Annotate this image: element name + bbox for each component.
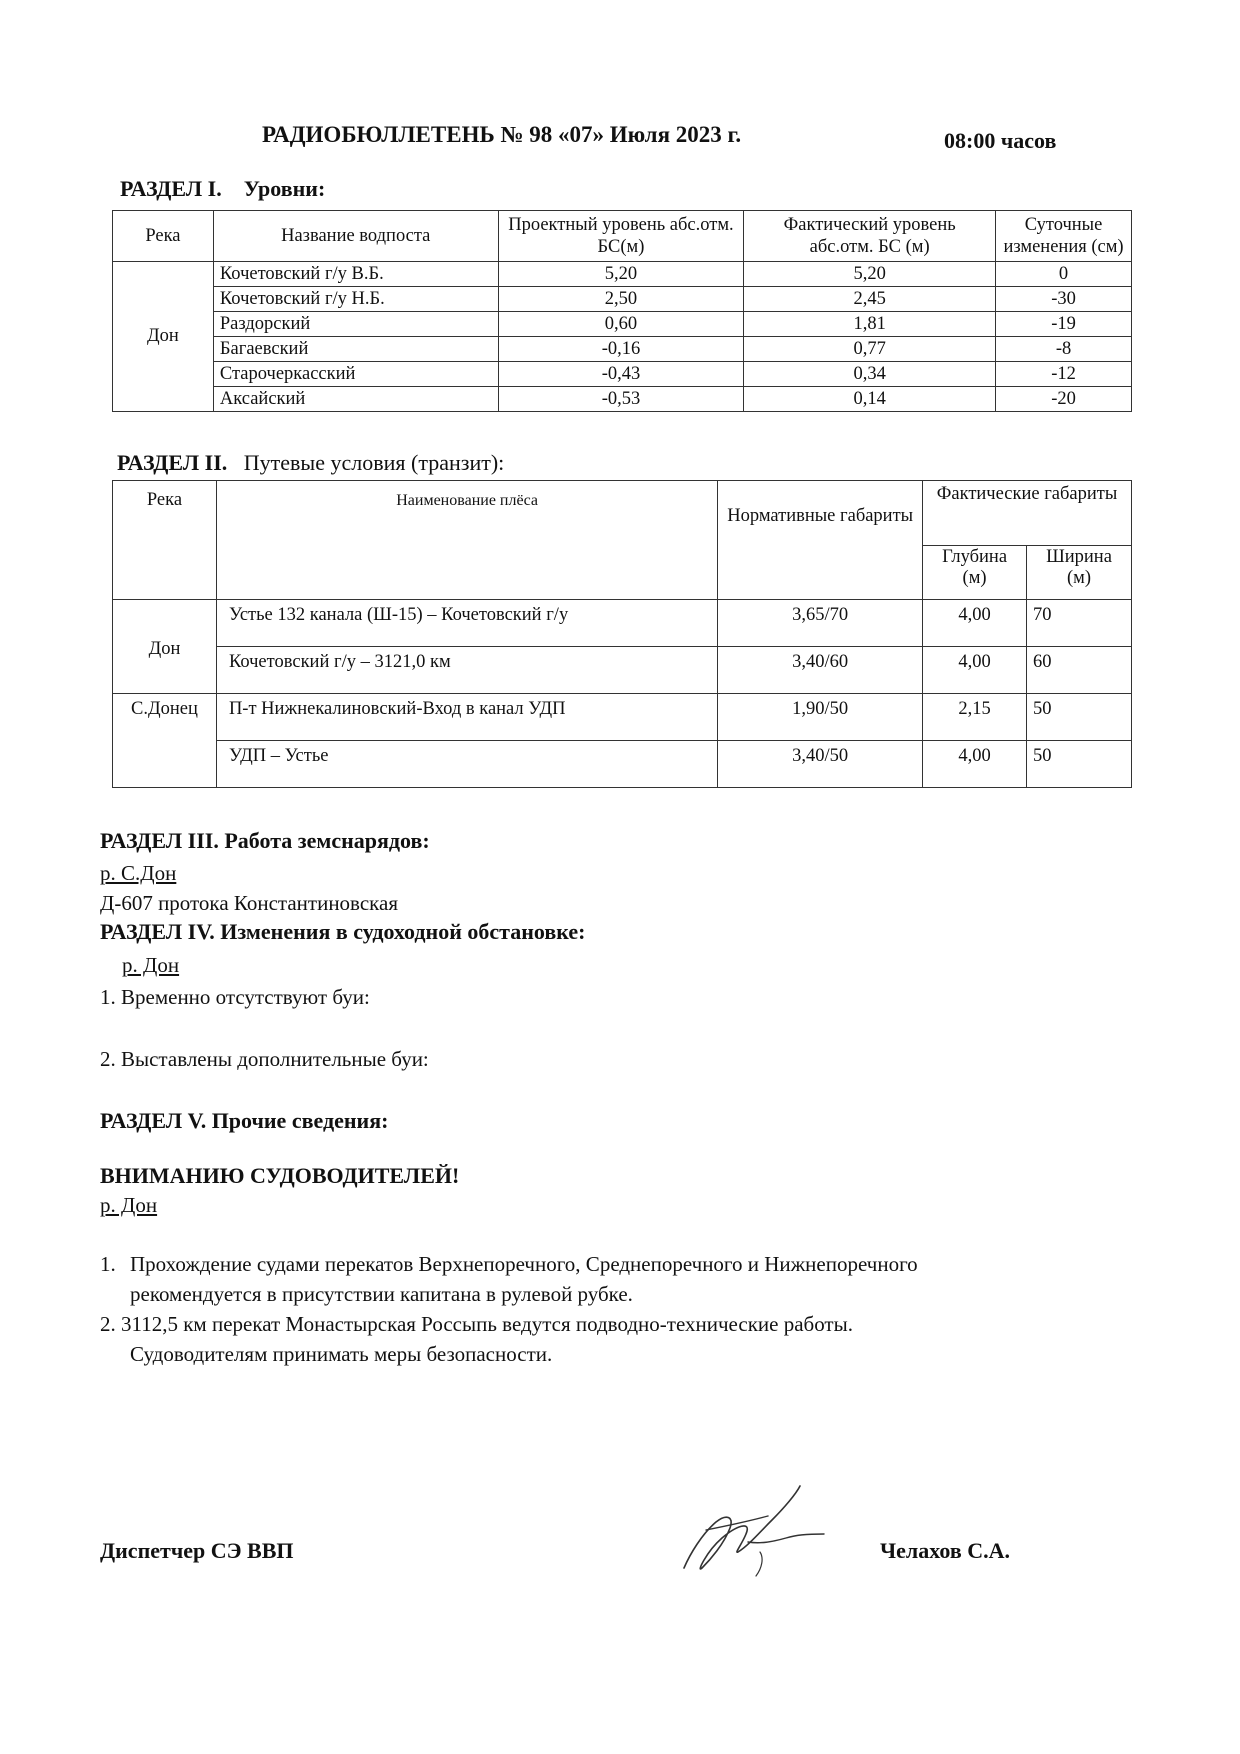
actual-width: 60 xyxy=(1027,647,1132,694)
attention-title: ВНИМАНИЮ СУДОВОДИТЕЛЕЙ! xyxy=(100,1163,460,1188)
stretch-name: Кочетовский г/у – 3121,0 км xyxy=(216,647,717,694)
section4-item-added-buoys: 2. Выставлены дополнительные буи: xyxy=(100,1047,429,1071)
stretch-name: П-т Нижнекалиновский-Вход в канал УДП xyxy=(216,694,717,741)
normative-dims: 1,90/50 xyxy=(718,694,923,741)
table-row xyxy=(113,362,1132,387)
actual-width: 70 xyxy=(1027,600,1132,647)
section2-title: Путевые условия (транзит): xyxy=(243,450,505,475)
section1-title: Уровни: xyxy=(243,176,326,201)
daily-change: -19 xyxy=(996,312,1132,337)
levels-col-river: Река xyxy=(113,211,214,262)
stretch-name: Устье 132 канала (Ш-15) – Кочетовский г/у xyxy=(216,600,717,647)
daily-change: -20 xyxy=(996,387,1132,412)
daily-change: -30 xyxy=(996,287,1132,312)
design-level: -0,16 xyxy=(498,337,744,362)
section3-river: р. С.Дон xyxy=(100,861,177,885)
actual-depth: 2,15 xyxy=(923,694,1027,741)
levels-col-actual: Фактический уровень абс.отм. БС (м) xyxy=(744,211,996,262)
design-level: 5,20 xyxy=(498,262,744,287)
section4-river: р. Дон xyxy=(122,953,180,977)
attention-item1-line1: Прохождение судами перекатов Верхнепоречного, Среднепоречного и Нижнепоречного xyxy=(130,1252,918,1276)
attention-river: р. Дон xyxy=(100,1193,158,1217)
section2-heading xyxy=(117,450,504,476)
table-row xyxy=(113,312,1132,337)
transit-col-depth: Глубина (м) xyxy=(923,545,1027,599)
attention-item2-line1: 2. 3112,5 км перекат Монастырская Россыпь ведутся подводно-технические работы. xyxy=(100,1312,853,1336)
attention-item1-line2: рекомендуется в присутствии капитана в рулевой рубке. xyxy=(130,1282,633,1306)
actual-level: 2,45 xyxy=(744,287,996,312)
table-row xyxy=(113,387,1132,412)
transit-col-normative: Нормативные габариты xyxy=(718,481,923,600)
attention-item2-line2: Судоводителям принимать меры безопасности. xyxy=(130,1342,553,1366)
daily-change: -12 xyxy=(996,362,1132,387)
station-name: Старочеркасский xyxy=(213,362,498,387)
design-level: 0,60 xyxy=(498,312,744,337)
transit-table xyxy=(112,480,1132,788)
design-level: 2,50 xyxy=(498,287,744,312)
station-name: Раздорский xyxy=(213,312,498,337)
actual-level: 0,34 xyxy=(744,362,996,387)
table-row xyxy=(113,287,1132,312)
daily-change: 0 xyxy=(996,262,1132,287)
actual-level: 1,81 xyxy=(744,312,996,337)
design-level: -0,43 xyxy=(498,362,744,387)
section4-title: РАЗДЕЛ IV. Изменения в судоходной обстановке: xyxy=(100,919,586,944)
actual-depth: 4,00 xyxy=(923,741,1027,788)
section1-heading xyxy=(120,176,325,202)
bulletin-time: 08:00 часов xyxy=(944,128,1057,153)
transit-col-river: Река xyxy=(113,481,217,600)
normative-dims: 3,40/50 xyxy=(718,741,923,788)
section4-item-missing-buoys: 1. Временно отсутствуют буи: xyxy=(100,985,370,1009)
actual-level: 5,20 xyxy=(744,262,996,287)
signature xyxy=(676,1482,846,1582)
section1-label: РАЗДЕЛ I. xyxy=(120,176,222,201)
daily-change: -8 xyxy=(996,337,1132,362)
table-row xyxy=(113,694,1132,741)
section3-dredger: Д-607 протока Константиновская xyxy=(100,891,399,915)
levels-col-station: Название водпоста xyxy=(213,211,498,262)
normative-dims: 3,40/60 xyxy=(718,647,923,694)
actual-level: 0,77 xyxy=(744,337,996,362)
bulletin-title: РАДИОБЮЛЛЕТЕНЬ № 98 «07» Июля 2023 г. xyxy=(262,122,742,147)
section3-title: РАЗДЕЛ III. Работа земснарядов: xyxy=(100,828,430,853)
levels-table xyxy=(112,210,1132,412)
attention-item1-number: 1. xyxy=(100,1252,116,1276)
normative-dims: 3,65/70 xyxy=(718,600,923,647)
transit-col-actual: Фактические габариты xyxy=(923,481,1132,546)
levels-river: Дон xyxy=(113,262,214,412)
table-row xyxy=(113,600,1132,647)
levels-col-design: Проектный уровень абс.отм. БС(м) xyxy=(498,211,744,262)
station-name: Кочетовский г/у Н.Б. xyxy=(213,287,498,312)
dispatcher-position: Диспетчер СЭ ВВП xyxy=(100,1538,294,1563)
station-name: Багаевский xyxy=(213,337,498,362)
transit-river-sdonets: С.Донец xyxy=(113,694,217,788)
transit-col-width: Ширина (м) xyxy=(1027,545,1132,599)
stretch-name: УДП – Устье xyxy=(216,741,717,788)
actual-width: 50 xyxy=(1027,741,1132,788)
section2-label: РАЗДЕЛ II. xyxy=(117,450,228,475)
station-name: Аксайский xyxy=(213,387,498,412)
dispatcher-name: Челахов С.А. xyxy=(880,1538,1011,1563)
table-row xyxy=(113,337,1132,362)
actual-depth: 4,00 xyxy=(923,647,1027,694)
transit-col-stretch: Наименование плёса xyxy=(216,481,717,600)
design-level: -0,53 xyxy=(498,387,744,412)
station-name: Кочетовский г/у В.Б. xyxy=(213,262,498,287)
table-row xyxy=(113,647,1132,694)
actual-width: 50 xyxy=(1027,694,1132,741)
section5-title: РАЗДЕЛ V. Прочие сведения: xyxy=(100,1108,389,1133)
actual-depth: 4,00 xyxy=(923,600,1027,647)
levels-col-change: Суточные изменения (см) xyxy=(996,211,1132,262)
table-row xyxy=(113,741,1132,788)
actual-level: 0,14 xyxy=(744,387,996,412)
table-row xyxy=(113,262,1132,287)
transit-river-don: Дон xyxy=(113,600,217,694)
signature-scribble xyxy=(676,1482,846,1582)
